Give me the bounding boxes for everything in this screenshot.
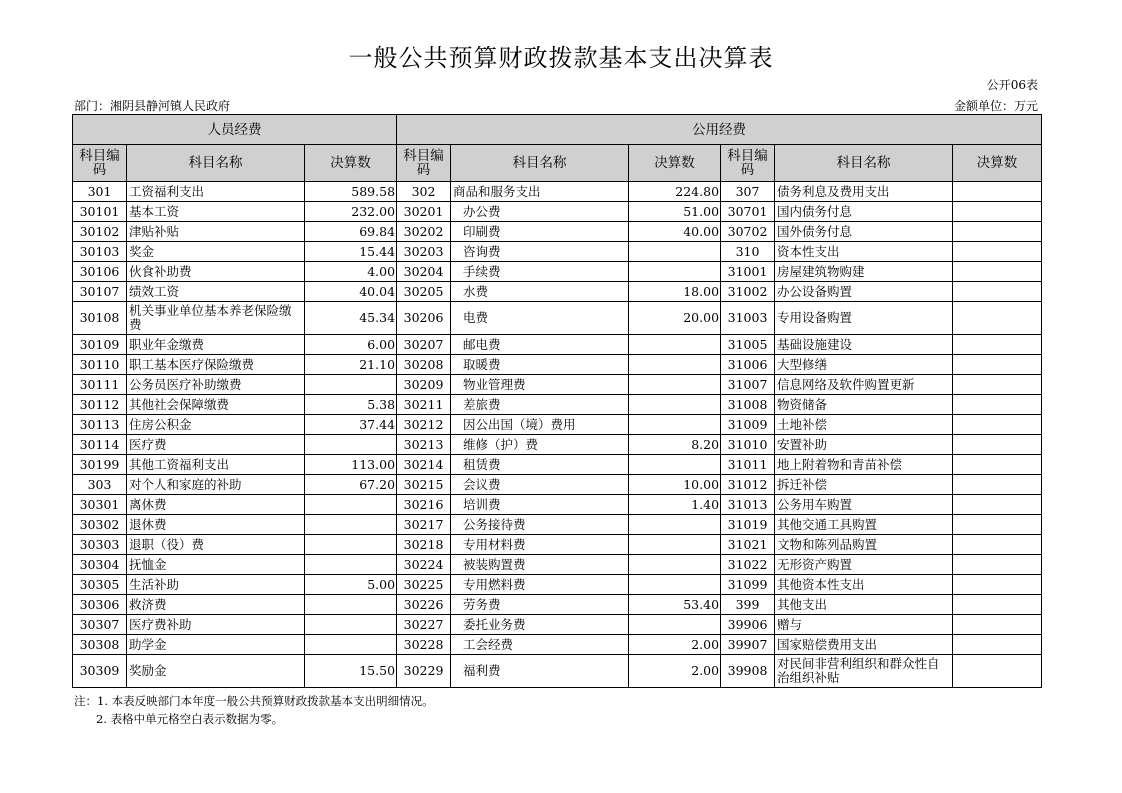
cell-capital-amount — [953, 202, 1042, 222]
cell-personnel-amount: 113.00 — [305, 455, 397, 475]
cell-personnel-amount — [305, 535, 397, 555]
cell-capital-name: 其他资本性支出 — [775, 575, 953, 595]
cell-public-amount: 51.00 — [629, 202, 721, 222]
cell-public-code: 30202 — [397, 222, 451, 242]
cell-public-code: 30208 — [397, 355, 451, 375]
cell-personnel-name: 机关事业单位基本养老保险缴费 — [127, 302, 305, 335]
cell-capital-name: 房屋建筑物购建 — [775, 262, 953, 282]
cell-personnel-code: 30103 — [73, 242, 127, 262]
cell-personnel-code: 30305 — [73, 575, 127, 595]
cell-capital-amount — [953, 615, 1042, 635]
table-row — [73, 635, 1042, 655]
cell-public-amount — [629, 415, 721, 435]
cell-personnel-name: 工资福利支出 — [127, 182, 305, 202]
cell-personnel-code: 30112 — [73, 395, 127, 415]
cell-public-code: 30224 — [397, 555, 451, 575]
cell-capital-name: 赠与 — [775, 615, 953, 635]
cell-capital-name: 土地补偿 — [775, 415, 953, 435]
cell-capital-amount — [953, 495, 1042, 515]
cell-public-code: 30229 — [397, 655, 451, 688]
expenditure-table — [72, 114, 1042, 688]
cell-capital-amount — [953, 302, 1042, 335]
cell-public-amount — [629, 555, 721, 575]
cell-personnel-amount: 6.00 — [305, 335, 397, 355]
cell-public-amount: 18.00 — [629, 282, 721, 302]
cell-personnel-code: 30307 — [73, 615, 127, 635]
cell-capital-name: 专用设备购置 — [775, 302, 953, 335]
cell-public-name: 差旅费 — [451, 395, 629, 415]
cell-personnel-amount — [305, 635, 397, 655]
cell-personnel-name: 津贴补贴 — [127, 222, 305, 242]
cell-public-amount — [629, 375, 721, 395]
cell-public-amount: 20.00 — [629, 302, 721, 335]
cell-public-name: 物业管理费 — [451, 375, 629, 395]
table-row — [73, 655, 1042, 688]
cell-personnel-code: 30110 — [73, 355, 127, 375]
cell-capital-name: 对民间非营利组织和群众性自治组织补贴 — [775, 655, 953, 688]
cell-capital-name: 债务利息及费用支出 — [775, 182, 953, 202]
cell-personnel-amount: 4.00 — [305, 262, 397, 282]
cell-personnel-name: 公务员医疗补助缴费 — [127, 375, 305, 395]
cell-capital-amount — [953, 335, 1042, 355]
cell-capital-code: 31003 — [721, 302, 775, 335]
cell-personnel-name: 医疗费 — [127, 435, 305, 455]
group-header-public: 公用经费 — [397, 115, 1042, 145]
cell-public-amount — [629, 262, 721, 282]
cell-personnel-name: 奖金 — [127, 242, 305, 262]
col-header-name: 科目名称 — [451, 145, 629, 182]
cell-capital-code: 31007 — [721, 375, 775, 395]
cell-personnel-code: 30109 — [73, 335, 127, 355]
cell-public-code: 30216 — [397, 495, 451, 515]
cell-capital-code: 30701 — [721, 202, 775, 222]
col-header-code: 科目编码 — [73, 145, 127, 182]
cell-capital-amount — [953, 262, 1042, 282]
cell-personnel-name: 生活补助 — [127, 575, 305, 595]
cell-public-amount: 40.00 — [629, 222, 721, 242]
cell-personnel-code: 30102 — [73, 222, 127, 242]
cell-public-code: 30214 — [397, 455, 451, 475]
cell-personnel-code: 30108 — [73, 302, 127, 335]
cell-capital-name: 文物和陈列品购置 — [775, 535, 953, 555]
table-row — [73, 395, 1042, 415]
cell-capital-code: 39907 — [721, 635, 775, 655]
cell-public-code: 30218 — [397, 535, 451, 555]
cell-public-amount — [629, 335, 721, 355]
footnote: 注：1. 本表反映部门本年度一般公共预算财政拨款基本支出明细情况。 — [74, 694, 434, 708]
cell-personnel-code: 30107 — [73, 282, 127, 302]
cell-capital-name: 国外债务付息 — [775, 222, 953, 242]
cell-personnel-code: 30306 — [73, 595, 127, 615]
cell-capital-name: 拆迁补偿 — [775, 475, 953, 495]
cell-capital-amount — [953, 242, 1042, 262]
col-header-name: 科目名称 — [775, 145, 953, 182]
cell-public-amount: 1.40 — [629, 495, 721, 515]
cell-personnel-code: 30303 — [73, 535, 127, 555]
col-header-amount: 决算数 — [629, 145, 721, 182]
cell-public-code: 30207 — [397, 335, 451, 355]
cell-capital-code: 39908 — [721, 655, 775, 688]
cell-capital-name: 其他支出 — [775, 595, 953, 615]
cell-personnel-code: 301 — [73, 182, 127, 202]
cell-public-name: 租赁费 — [451, 455, 629, 475]
cell-public-name: 办公费 — [451, 202, 629, 222]
cell-personnel-amount — [305, 615, 397, 635]
cell-public-code: 30213 — [397, 435, 451, 455]
cell-public-code: 30209 — [397, 375, 451, 395]
cell-personnel-amount: 5.00 — [305, 575, 397, 595]
table-row — [73, 355, 1042, 375]
cell-personnel-code: 30111 — [73, 375, 127, 395]
cell-capital-code: 31010 — [721, 435, 775, 455]
cell-public-code: 30227 — [397, 615, 451, 635]
cell-public-code: 30201 — [397, 202, 451, 222]
cell-personnel-code: 303 — [73, 475, 127, 495]
table-row — [73, 302, 1042, 335]
cell-public-amount — [629, 515, 721, 535]
cell-public-amount: 8.20 — [629, 435, 721, 455]
cell-personnel-name: 助学金 — [127, 635, 305, 655]
cell-public-name: 水费 — [451, 282, 629, 302]
cell-personnel-amount: 69.84 — [305, 222, 397, 242]
cell-public-code: 30217 — [397, 515, 451, 535]
cell-capital-amount — [953, 535, 1042, 555]
cell-personnel-name: 职工基本医疗保险缴费 — [127, 355, 305, 375]
table-row — [73, 415, 1042, 435]
cell-public-amount — [629, 395, 721, 415]
cell-capital-amount — [953, 455, 1042, 475]
cell-capital-name: 其他交通工具购置 — [775, 515, 953, 535]
cell-capital-name: 物资储备 — [775, 395, 953, 415]
cell-public-amount: 2.00 — [629, 635, 721, 655]
cell-capital-code: 31019 — [721, 515, 775, 535]
page-title: 一般公共预算财政拨款基本支出决算表 — [348, 44, 774, 72]
table-row — [73, 575, 1042, 595]
cell-public-name: 被装购置费 — [451, 555, 629, 575]
cell-capital-code: 31002 — [721, 282, 775, 302]
col-header-code: 科目编码 — [397, 145, 451, 182]
table-row — [73, 495, 1042, 515]
cell-personnel-name: 救济费 — [127, 595, 305, 615]
table-row — [73, 435, 1042, 455]
cell-public-amount — [629, 455, 721, 475]
col-header-amount: 决算数 — [305, 145, 397, 182]
cell-capital-amount — [953, 355, 1042, 375]
cell-personnel-code: 30106 — [73, 262, 127, 282]
cell-capital-name: 办公设备购置 — [775, 282, 953, 302]
cell-capital-name: 公务用车购置 — [775, 495, 953, 515]
cell-public-code: 30204 — [397, 262, 451, 282]
cell-personnel-amount — [305, 375, 397, 395]
cell-public-code: 30203 — [397, 242, 451, 262]
cell-capital-code: 399 — [721, 595, 775, 615]
cell-personnel-name: 其他社会保障缴费 — [127, 395, 305, 415]
cell-personnel-name: 基本工资 — [127, 202, 305, 222]
table-row — [73, 282, 1042, 302]
cell-capital-amount — [953, 435, 1042, 455]
cell-personnel-code: 30113 — [73, 415, 127, 435]
table-row — [73, 455, 1042, 475]
table-row — [73, 615, 1042, 635]
table-row — [73, 242, 1042, 262]
cell-capital-code: 30702 — [721, 222, 775, 242]
cell-capital-amount — [953, 555, 1042, 575]
cell-personnel-name: 医疗费补助 — [127, 615, 305, 635]
cell-public-name: 会议费 — [451, 475, 629, 495]
col-header-name: 科目名称 — [127, 145, 305, 182]
table-row — [73, 375, 1042, 395]
cell-personnel-name: 离休费 — [127, 495, 305, 515]
cell-capital-code: 31009 — [721, 415, 775, 435]
cell-capital-code: 307 — [721, 182, 775, 202]
cell-capital-amount — [953, 475, 1042, 495]
cell-personnel-amount: 67.20 — [305, 475, 397, 495]
cell-personnel-amount: 15.50 — [305, 655, 397, 688]
cell-capital-code: 39906 — [721, 615, 775, 635]
cell-capital-amount — [953, 635, 1042, 655]
table-row — [73, 262, 1042, 282]
table-row — [73, 595, 1042, 615]
cell-public-code: 30206 — [397, 302, 451, 335]
table-row — [73, 515, 1042, 535]
table-row — [73, 182, 1042, 202]
cell-capital-amount — [953, 282, 1042, 302]
cell-public-amount: 224.80 — [629, 182, 721, 202]
cell-public-amount: 53.40 — [629, 595, 721, 615]
cell-personnel-name: 绩效工资 — [127, 282, 305, 302]
cell-personnel-amount: 15.44 — [305, 242, 397, 262]
cell-public-name: 印刷费 — [451, 222, 629, 242]
cell-public-name: 福利费 — [451, 655, 629, 688]
cell-capital-code: 31013 — [721, 495, 775, 515]
cell-capital-code: 31012 — [721, 475, 775, 495]
cell-capital-code: 31001 — [721, 262, 775, 282]
cell-personnel-name: 住房公积金 — [127, 415, 305, 435]
cell-public-amount — [629, 615, 721, 635]
cell-personnel-amount: 45.34 — [305, 302, 397, 335]
cell-personnel-name: 退职（役）费 — [127, 535, 305, 555]
cell-personnel-name: 退休费 — [127, 515, 305, 535]
cell-capital-code: 31021 — [721, 535, 775, 555]
cell-capital-name: 无形资产购置 — [775, 555, 953, 575]
cell-capital-amount — [953, 415, 1042, 435]
cell-capital-name: 资本性支出 — [775, 242, 953, 262]
cell-public-code: 302 — [397, 182, 451, 202]
cell-capital-code: 31005 — [721, 335, 775, 355]
cell-public-name: 维修（护）费 — [451, 435, 629, 455]
cell-personnel-amount — [305, 495, 397, 515]
cell-capital-name: 信息网络及软件购置更新 — [775, 375, 953, 395]
cell-public-name: 取暖费 — [451, 355, 629, 375]
cell-public-code: 30205 — [397, 282, 451, 302]
cell-public-name: 专用燃料费 — [451, 575, 629, 595]
cell-public-code: 30215 — [397, 475, 451, 495]
cell-personnel-code: 30304 — [73, 555, 127, 575]
cell-personnel-code: 30309 — [73, 655, 127, 688]
cell-personnel-name: 抚恤金 — [127, 555, 305, 575]
cell-public-name: 公务接待费 — [451, 515, 629, 535]
table-row — [73, 202, 1042, 222]
table-body — [73, 182, 1042, 688]
cell-personnel-name: 伙食补助费 — [127, 262, 305, 282]
table-row — [73, 555, 1042, 575]
cell-capital-name: 地上附着物和青苗补偿 — [775, 455, 953, 475]
cell-public-name: 邮电费 — [451, 335, 629, 355]
cell-capital-code: 31099 — [721, 575, 775, 595]
cell-personnel-amount — [305, 515, 397, 535]
cell-public-code: 30225 — [397, 575, 451, 595]
cell-capital-amount — [953, 182, 1042, 202]
cell-capital-amount — [953, 595, 1042, 615]
cell-capital-name: 国内债务付息 — [775, 202, 953, 222]
cell-public-name: 培训费 — [451, 495, 629, 515]
cell-public-name: 工会经费 — [451, 635, 629, 655]
cell-personnel-amount: 5.38 — [305, 395, 397, 415]
cell-public-name: 委托业务费 — [451, 615, 629, 635]
cell-public-name: 专用材料费 — [451, 535, 629, 555]
cell-public-amount: 2.00 — [629, 655, 721, 688]
cell-capital-code: 31008 — [721, 395, 775, 415]
cell-public-name: 劳务费 — [451, 595, 629, 615]
cell-public-name: 手续费 — [451, 262, 629, 282]
cell-capital-amount — [953, 515, 1042, 535]
cell-personnel-amount — [305, 595, 397, 615]
col-header-code: 科目编码 — [721, 145, 775, 182]
cell-capital-code: 31011 — [721, 455, 775, 475]
cell-public-name: 因公出国（境）费用 — [451, 415, 629, 435]
cell-personnel-code: 30302 — [73, 515, 127, 535]
cell-personnel-amount — [305, 555, 397, 575]
footnotes — [74, 692, 434, 728]
cell-personnel-name: 其他工资福利支出 — [127, 455, 305, 475]
col-header-amount: 决算数 — [953, 145, 1042, 182]
group-header-personnel: 人员经费 — [73, 115, 397, 145]
cell-personnel-code: 30101 — [73, 202, 127, 222]
department-label: 部门：湘阴县静河镇人民政府 — [74, 99, 231, 113]
cell-public-amount — [629, 355, 721, 375]
cell-capital-amount — [953, 575, 1042, 595]
cell-public-code: 30226 — [397, 595, 451, 615]
form-code: 公开06表 — [986, 78, 1038, 92]
cell-personnel-amount: 232.00 — [305, 202, 397, 222]
cell-capital-name: 国家赔偿费用支出 — [775, 635, 953, 655]
cell-public-name: 商品和服务支出 — [451, 182, 629, 202]
cell-personnel-amount: 37.44 — [305, 415, 397, 435]
cell-personnel-amount: 21.10 — [305, 355, 397, 375]
cell-public-code: 30228 — [397, 635, 451, 655]
table-row — [73, 535, 1042, 555]
cell-public-name: 咨询费 — [451, 242, 629, 262]
amount-unit: 金额单位：万元 — [953, 99, 1038, 113]
cell-public-name: 电费 — [451, 302, 629, 335]
cell-personnel-name: 职业年金缴费 — [127, 335, 305, 355]
cell-public-amount — [629, 242, 721, 262]
cell-personnel-amount — [305, 435, 397, 455]
cell-public-amount — [629, 535, 721, 555]
cell-public-code: 30211 — [397, 395, 451, 415]
table-row — [73, 335, 1042, 355]
cell-personnel-name: 奖励金 — [127, 655, 305, 688]
cell-capital-amount — [953, 375, 1042, 395]
cell-capital-amount — [953, 222, 1042, 242]
cell-personnel-amount: 40.04 — [305, 282, 397, 302]
cell-public-amount: 10.00 — [629, 475, 721, 495]
cell-personnel-code: 30199 — [73, 455, 127, 475]
cell-capital-name: 安置补助 — [775, 435, 953, 455]
cell-capital-code: 310 — [721, 242, 775, 262]
cell-capital-code: 31022 — [721, 555, 775, 575]
cell-personnel-amount: 589.58 — [305, 182, 397, 202]
cell-personnel-name: 对个人和家庭的补助 — [127, 475, 305, 495]
cell-capital-amount — [953, 655, 1042, 688]
cell-capital-name: 大型修缮 — [775, 355, 953, 375]
cell-capital-name: 基础设施建设 — [775, 335, 953, 355]
cell-personnel-code: 30114 — [73, 435, 127, 455]
table-row — [73, 475, 1042, 495]
cell-capital-code: 31006 — [721, 355, 775, 375]
cell-public-amount — [629, 575, 721, 595]
cell-personnel-code: 30301 — [73, 495, 127, 515]
footnote: 2. 表格中单元格空白表示数据为零。 — [96, 712, 284, 726]
table-row — [73, 222, 1042, 242]
cell-capital-amount — [953, 395, 1042, 415]
cell-public-code: 30212 — [397, 415, 451, 435]
cell-personnel-code: 30308 — [73, 635, 127, 655]
